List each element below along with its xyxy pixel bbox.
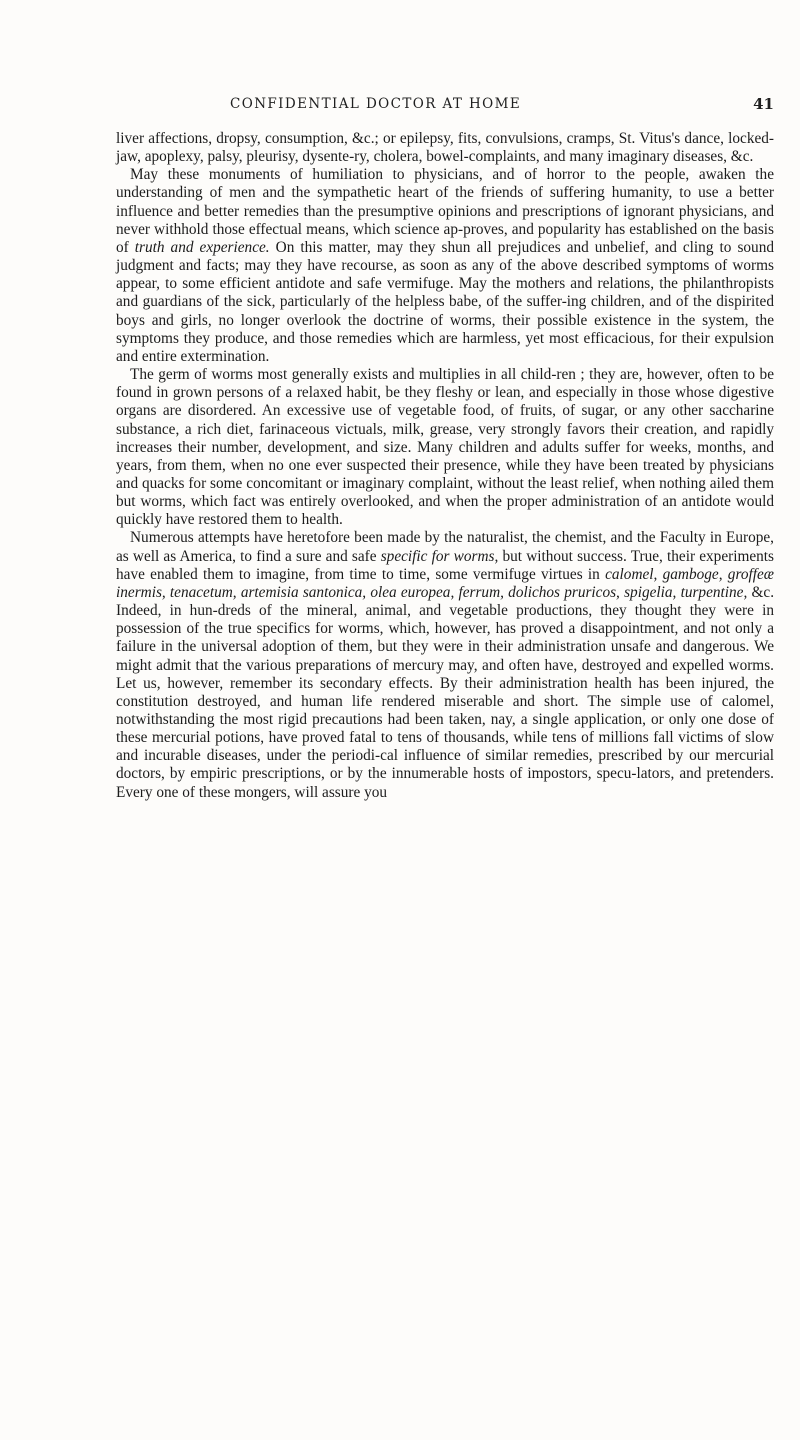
paragraph-3	[116, 366, 774, 529]
paragraph-2-continued: On this matter, may they shun all prejudices and unbelief, and cling to sound judgment and facts; may they have recourse, as soon as any of the above described symptoms of worms appear, to some efficient antidote and safe vermifuge. May the mothers and relations, the philanthropists and guardians of the sick, particularly of the helpless babe, of the suffer-ing children, and of the dispirited boys and girls, no longer overlook the doctrine of worms, their possible existence in the system, the symptoms they produce, and those remedies which are harmless, yet most efficacious, for their expulsion and entire extermination.	[116, 238, 774, 365]
body-text	[116, 130, 774, 802]
paragraph-2-text: May these monuments of humiliation to physicians, and of horror to the people, awaken the understanding of men and the sympathetic heart of the friends of suffering humanity, to use a better influence and better remedies than the presumptive opinions and prescriptions of ignorant physicians, and never withhold those effectual means, which science ap-proves, and popularity has established on the basis of	[116, 166, 774, 256]
paragraph-4	[116, 529, 774, 801]
paragraph-4-text-b: but without success. True, their experiments have enabled them to imagine, from time to time, some vermifuge virtues in	[116, 547, 775, 583]
paragraph-2-italic: truth and experience.	[134, 238, 270, 256]
running-head: CONFIDENTIAL DOCTOR AT HOME	[230, 96, 522, 112]
paragraph-1-text: liver affections, dropsy, consumption, &c.; or epilepsy, fits, convulsions, cramps, St. Vitus's dance, locked-jaw, apoplexy, palsy, pleurisy, dysente-ry, cholera, bowel-complaints, and many imaginary diseases, &c.	[116, 130, 774, 166]
page-number: 41	[753, 95, 774, 113]
paragraph-2	[116, 166, 774, 366]
paragraph-4-italic-1: specific for worms,	[380, 547, 499, 565]
paragraph-4-text-a: Numerous attempts have heretofore been made by the naturalist, the chemist, and the Faculty in Europe, as well as America, to find a sure and safe	[116, 529, 774, 565]
paragraph-4-text-c: &c. Indeed, in hun-dreds of the mineral, animal, and vegetable productions, they thought they were in possession of the true specifics for worms, which, however, has proved a disappointment, and not only a failure in the universal adoption of them, but they were in their administration unsafe and dangerous. We might admit that the various preparations of mercury may, and often have, destroyed and expelled worms. Let us, however, remember its secondary effects. By their administration health has been injured, the constitution destroyed, and human life rendered miserable and short. The simple use of calomel, notwithstanding the most rigid precautions had been taken, nay, a single application, or only one dose of these mercurial potions, have proved fatal to tens of thousands, while tens of millions fall victims of slow and incurable diseases, under the periodi-cal influence of similar remedies, prescribed by our mercurial doctors, by empiric prescriptions, or by the innumerable hosts of impostors, specu-lators, and pretenders. Every one of these mongers, will assure you	[116, 583, 775, 801]
paragraph-4-italic-2: calomel, gamboge, groffeæ inermis, tenacetum, artemisia santonica, olea europea, ferrum, dolichos pruricos, spigelia, turpentine,	[116, 565, 774, 601]
paragraph-continued	[116, 130, 774, 166]
page-header	[112, 96, 774, 118]
paragraph-3-text: The germ of worms most generally exists and multiplies in all child-ren ; they are, however, often to be found in grown persons of a relaxed habit, be they fleshy or lean, and especially in those whose digestive organs are disordered. An excessive use of vegetable food, of fruits, of sugar, or any other saccharine substance, a rich diet, farinaceous victuals, milk, grease, very strongly favors their creation, and rapidly increases their number, development, and size. Many children and adults suffer for weeks, months, and years, from them, when no one ever suspected their presence, while they have been treated by physicians and quacks for some concomitant or imaginary complaint, without the least relief, when nothing ailed them but worms, which fact was entirely overlooked, and when the proper administration of an antidote would quickly have restored them to health.	[116, 366, 774, 529]
